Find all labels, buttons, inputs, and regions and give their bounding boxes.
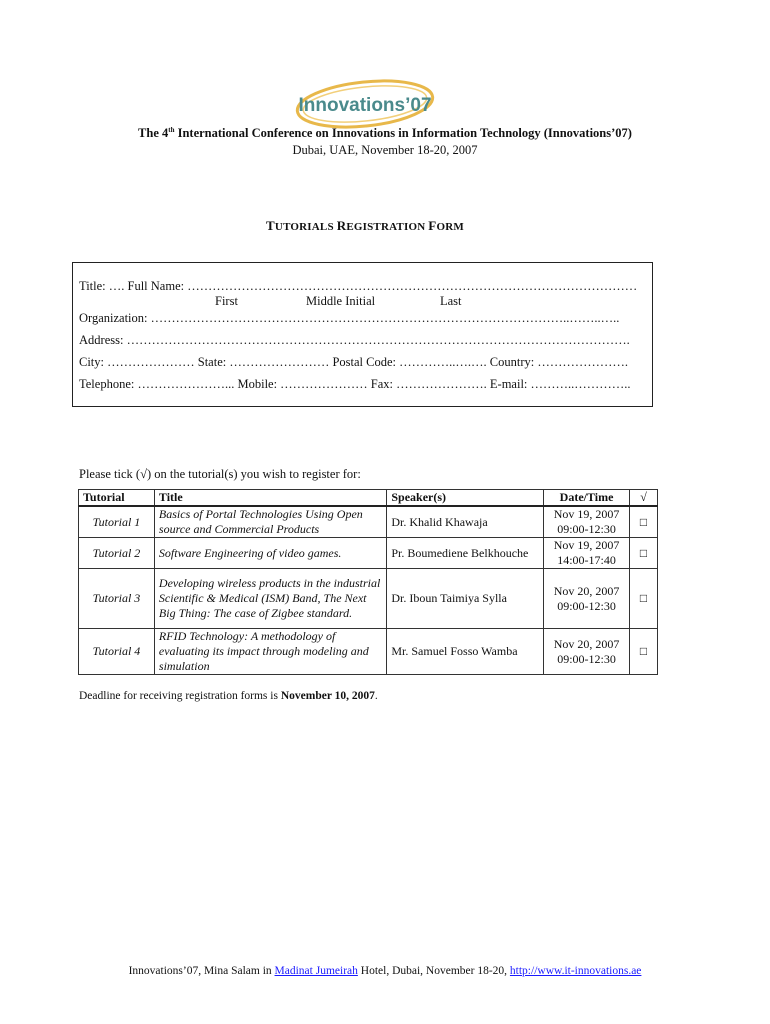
tutorial-id: Tutorial 1: [79, 506, 155, 538]
tutorial-speaker: Dr. Iboun Taimiya Sylla: [387, 569, 544, 629]
tutorials-table: [78, 489, 658, 675]
header-tutorial: Tutorial: [79, 490, 155, 507]
table-row: [79, 569, 658, 629]
deadline-date: November 10, 2007: [280, 690, 375, 702]
table-header-row: [79, 490, 658, 507]
tick-instruction: Please tick (√) on the tutorial(s) you wish to register for:: [79, 467, 361, 481]
tutorial-speaker: Dr. Khalid Khawaja: [387, 506, 544, 538]
city-state-line[interactable]: City: ………………… State: …………………… Postal Code: …………..….…. Country: ………………….: [79, 355, 628, 369]
middle-initial-label: Middle Initial: [306, 294, 376, 308]
conference-subtitle: Dubai, UAE, November 18-20, 2007: [292, 143, 478, 157]
form-title: TUTORIALS REGISTRATION FORM: [266, 218, 464, 233]
venue-link[interactable]: Madinat Jumeirah: [274, 965, 358, 977]
tutorial-title: Basics of Portal Technologies Using Open source and Commercial Products: [154, 506, 386, 538]
tutorial-datetime: Nov 20, 2007 09:00-12:30: [544, 629, 630, 675]
conference-logo: [285, 74, 445, 130]
header-date-time: Date/Time: [544, 490, 630, 507]
tutorial-speaker: Mr. Samuel Fosso Wamba: [387, 629, 544, 675]
tutorial-title: RFID Technology: A methodology of evaluating its impact through modeling and simulation: [154, 629, 386, 675]
organization-line[interactable]: Organization: ………………………………………………………………………………………..……..…..: [79, 311, 620, 325]
header-speaker: Speaker(s): [387, 490, 544, 507]
tutorial-speaker: Pr. Boumediene Belkhouche: [387, 538, 544, 569]
tutorial-id: Tutorial 3: [79, 569, 155, 629]
conference-title: The 4th International Conference on Innovations in Information Technology (Innovations’07): [138, 126, 632, 141]
tutorial-id: Tutorial 4: [79, 629, 155, 675]
tutorial-datetime: Nov 20, 2007 09:00-12:30: [544, 569, 630, 629]
page-footer: Innovations’07, Mina Salam in Madinat Jumeirah Hotel, Dubai, November 18-20, http://www.it-innovations.ae: [128, 965, 642, 977]
table-row: [79, 506, 658, 538]
header-title: Title: [154, 490, 386, 507]
tutorial-title: Developing wireless products in the industrial Scientific & Medical (ISM) Band, The Next Big Thing: The case of Zigbee standard.: [154, 569, 386, 629]
contact-info-box: [72, 262, 653, 407]
tutorial-1-checkbox[interactable]: □: [630, 506, 658, 538]
first-name-label: First: [215, 294, 238, 308]
header-check: √: [630, 490, 658, 507]
tutorial-title: Software Engineering of video games.: [154, 538, 386, 569]
table-row: [79, 629, 658, 675]
website-link[interactable]: http://www.it-innovations.ae: [509, 965, 642, 977]
table-row: [79, 538, 658, 569]
telephone-line[interactable]: Telephone: …………………... Mobile: ………………… Fax: …………………. E-mail: ………..…………..: [79, 377, 631, 391]
tutorial-4-checkbox[interactable]: □: [630, 629, 658, 675]
tutorial-id: Tutorial 2: [79, 538, 155, 569]
last-name-label: Last: [440, 294, 462, 308]
deadline-note: Deadline for receiving registration forms is November 10, 2007.: [79, 690, 378, 702]
address-line[interactable]: Address: ………………………………………………………………………………………………………….: [79, 333, 630, 347]
logo-text: Innovations’07: [298, 95, 432, 116]
tutorial-datetime: Nov 19, 2007 09:00-12:30: [544, 506, 630, 538]
tutorial-datetime: Nov 19, 2007 14:00-17:40: [544, 538, 630, 569]
tutorial-2-checkbox[interactable]: □: [630, 538, 658, 569]
tutorial-3-checkbox[interactable]: □: [630, 569, 658, 629]
name-line[interactable]: Title: …. Full Name: ………………………………………………………………………………………………: [79, 279, 638, 293]
